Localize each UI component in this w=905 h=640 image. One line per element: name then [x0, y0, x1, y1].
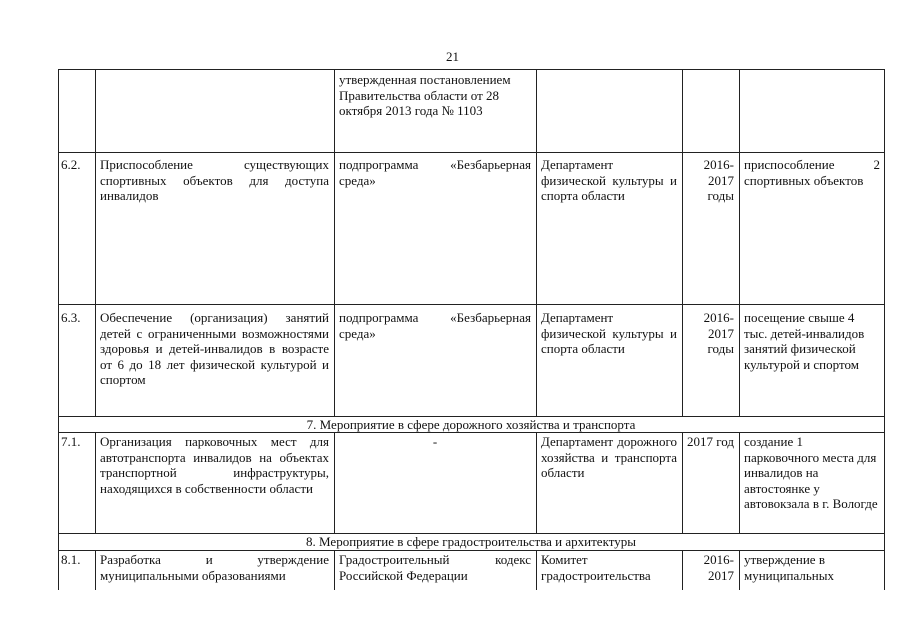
cell-period: 2016-2017 годы	[703, 157, 734, 204]
cell-measure: Организация парковочных мест для автотранспорта инвалидов на объектах транспортной инфраструктуры, находящихся в собственности области	[100, 434, 329, 496]
cell-result: приспособление 2 спортивных объектов	[744, 157, 880, 188]
cell-period: 2016-2017 годы	[703, 310, 734, 357]
cell-legal-basis: подпрограмма «Безбарьерная среда»	[339, 157, 531, 188]
cell-legal-basis: утвержденная постановлением Правительства области от 28 октября 2013 года № 1103	[339, 72, 511, 119]
cell-result: утверждение в муниципальных	[744, 552, 835, 583]
cell-number: 7.1.	[61, 434, 81, 449]
cell-legal-basis: -	[432, 434, 438, 449]
cell-measure: Обеспечение (организация) занятий детей с ограниченными возможностями здоровья и детей-инвалидов в возрасте от 6 до 18 лет физической культурой и спортом	[100, 310, 329, 388]
cell-number: 6.3.	[61, 310, 81, 325]
cell-executor: Департамент дорожного хозяйства и транспорта области	[541, 434, 677, 481]
cell-measure: Разработка и утверждение муниципальными образованиями	[100, 552, 329, 583]
section-heading: 8. Мероприятие в сфере градостроительства и архитектуры	[306, 534, 636, 549]
cell-period: 2017 год	[687, 434, 734, 449]
cell-number: 6.2.	[61, 157, 81, 172]
cell-measure: Приспособление существующих спортивных объектов для доступа инвалидов	[100, 157, 329, 204]
page-number: 21	[446, 49, 459, 64]
cell-legal-basis: подпрограмма «Безбарьерная среда»	[339, 310, 531, 341]
cell-result: создание 1 парковочного места для инвалидов на автостоянке у автовокзала в г. Вологде	[744, 434, 878, 512]
section-heading: 7. Мероприятие в сфере дорожного хозяйства и транспорта	[306, 417, 636, 432]
cell-period: 2016-2017	[703, 552, 734, 583]
cell-executor: Департамент физической культуры и спорта области	[541, 310, 677, 357]
cell-result: посещение свыше 4 тыс. детей-инвалидов занятий физической культурой и спортом	[744, 310, 865, 372]
cell-executor: Департамент физической культуры и спорта области	[541, 157, 677, 204]
cell-legal-basis: Градостроительный кодекс Российской Федерации	[339, 552, 531, 583]
cell-number: 8.1.	[61, 552, 81, 567]
cell-executor: Комитет градостроительства	[541, 552, 651, 583]
